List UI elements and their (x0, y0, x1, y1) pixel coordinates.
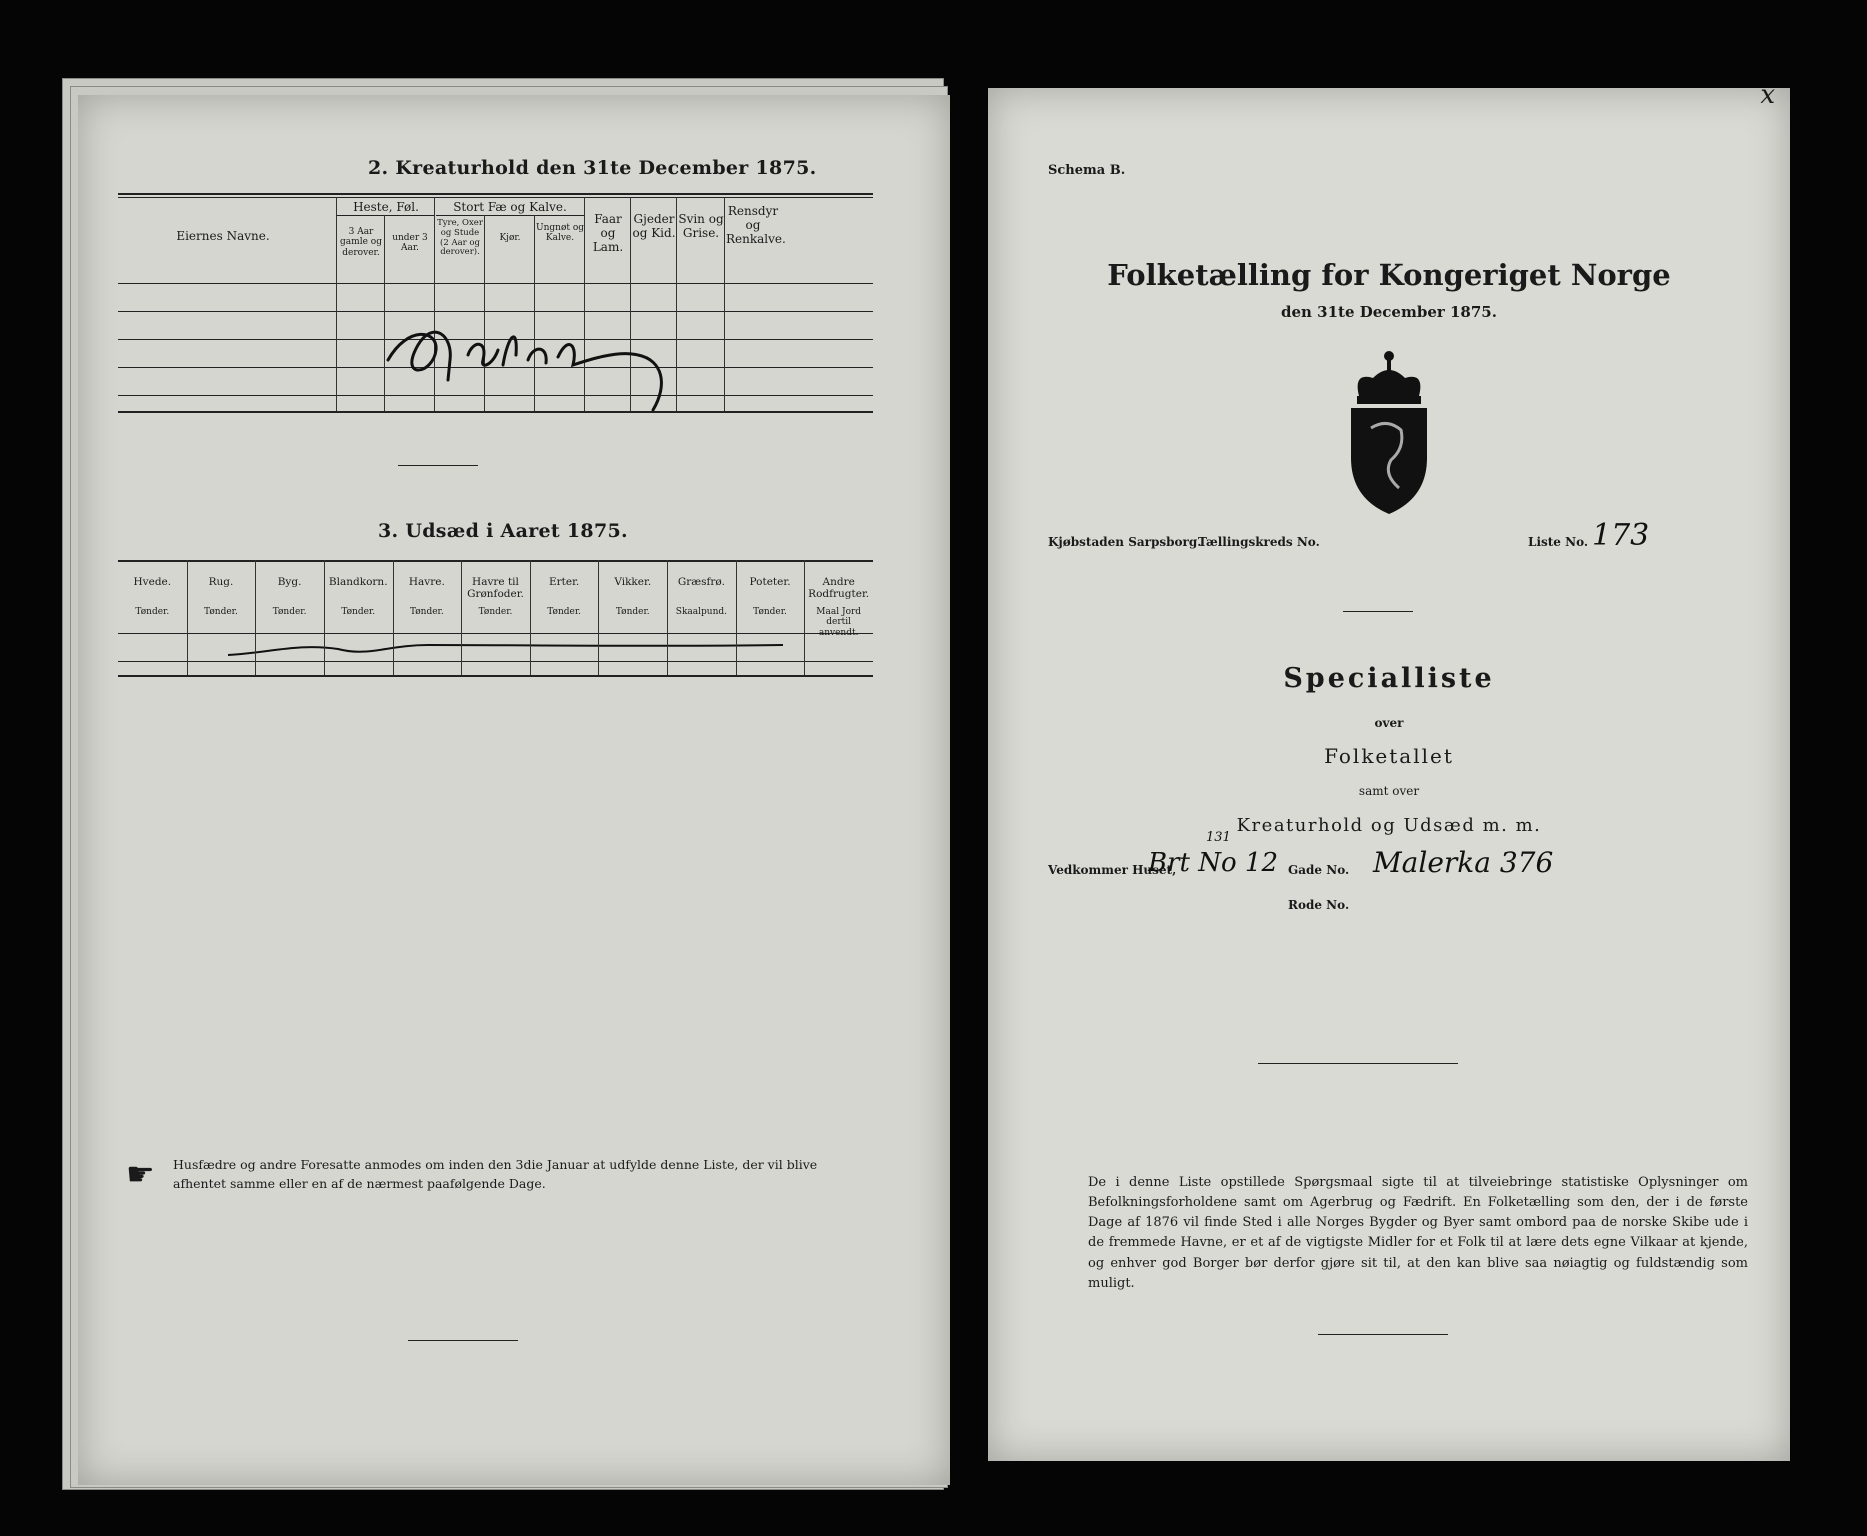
separator (1318, 1334, 1448, 1335)
separator (398, 465, 478, 466)
notice-text: Husfædre og andre Foresatte anmodes om inden den 3die Januar at udfylde denne Liste, der vil blive afhentet samme eller en af de nærmest paafølgende Dage. (173, 1157, 818, 1192)
section3-title: 3. Udsæd i Aaret 1875. (378, 520, 628, 542)
header-svin: Svin og Grise. (678, 212, 724, 240)
seed-column-name: Havre. (408, 576, 445, 588)
seed-column-name: Rug. (208, 576, 234, 588)
samt-over-text: samt over (1358, 784, 1420, 798)
seed-column-unit: Tønder. (615, 607, 650, 617)
table-rule (118, 193, 873, 195)
seed-column-name: Poteter. (749, 576, 791, 588)
coat-of-arms-icon (1343, 348, 1435, 518)
table-col-rule (336, 197, 337, 411)
table-rule (118, 560, 873, 562)
seed-column-unit: Tønder. (753, 607, 787, 617)
explanation-paragraph: De i denne Liste opstillede Spørgsmaal sigte til at tilveiebringe statistiske Oplysninger om Befolkningsforholdene samt om Agerbrug og Fædrift. En Folketælling som den, der i de første Dage af 1876 vil finde Sted i alle Norges Bygder og Byer samt ombord paa de norske Skibe ude i de fremmede Havne, er et af de vigtigste Midler for et Folk til at lære dets egne Vilkaar at kjende, og enhver god Borger bør derfor gjøre sit til, at den kan blive saa nøiagtig og fuldstændig som muligt. (1088, 1175, 1748, 1291)
seed-column-name: Hvede. (133, 576, 172, 588)
table-col-rule (393, 560, 394, 675)
table-col-rule (598, 560, 599, 675)
header-rensdyr: Rensdyr og Renkalve. (726, 204, 786, 246)
seed-column-name: Andre Rodfrugter. (808, 576, 870, 601)
seed-column-name: Havre til Grønfoder. (467, 576, 524, 601)
table-rule (118, 283, 873, 284)
handwritten-signature (378, 305, 708, 415)
table-col-rule (187, 560, 188, 675)
right-page (988, 88, 1790, 1461)
seed-column-name: Byg. (277, 576, 302, 588)
huset-superscript: 131 (1206, 830, 1231, 845)
seed-column-unit: Skaalpund. (675, 607, 727, 617)
main-title: Folketælling for Kongeriget Norge (1107, 258, 1671, 292)
table-col-rule (667, 560, 668, 675)
gade-label: Gade No. (1288, 863, 1350, 877)
kreatur-line: Kreaturhold og Udsæd m. m. (1236, 815, 1542, 836)
header-stort-b: Kjør. (499, 233, 521, 243)
liste-value: 173 (1592, 518, 1650, 553)
folketallet-text: Folketallet (1324, 744, 1454, 768)
seed-column-unit: Tønder. (409, 607, 444, 617)
separator (1343, 611, 1413, 612)
section2-title: 2. Kreaturhold den 31te December 1875. (368, 157, 817, 179)
header-heste: Heste, Føl. (353, 200, 419, 214)
table-col-rule (736, 560, 737, 675)
seed-column-name: Erter. (548, 576, 580, 588)
table-col-rule (804, 560, 805, 675)
rode-label: Rode No. (1288, 898, 1350, 912)
table-col-rule (724, 197, 725, 411)
left-page (78, 95, 950, 1485)
table-rule (118, 197, 873, 198)
header-stort-c: Ungnøt og Kalve. (536, 223, 585, 244)
schema-label: Schema B. (1048, 163, 1126, 178)
over-text: over (1374, 716, 1404, 730)
seed-column-name: Græsfrø. (677, 576, 725, 588)
huset-value: Brt No 12 (1148, 848, 1278, 878)
kjobstad-label: Kjøbstaden (1048, 535, 1124, 549)
header-heste-a: 3 Aar gamle og derover. (340, 227, 382, 258)
header-faar: Faar og Lam. (592, 212, 624, 254)
seed-column-unit: Tønder. (135, 607, 170, 617)
gade-value: Malerka 376 (1373, 846, 1554, 879)
table-rule (118, 633, 873, 634)
table-rule (118, 675, 873, 677)
handwritten-stroke (228, 635, 788, 665)
liste-label: Liste No. (1528, 535, 1589, 549)
table-col-rule (324, 560, 325, 675)
special-title: Specialliste (1283, 663, 1495, 694)
separator (1258, 1063, 1458, 1064)
seed-column-name: Blandkorn. (328, 576, 388, 588)
seed-column-name: Vikker. (614, 576, 652, 588)
seed-column-unit: Tønder. (547, 607, 582, 617)
table-col-rule (255, 560, 256, 675)
table-col-rule (461, 560, 462, 675)
seed-column-unit: Tønder. (478, 607, 513, 617)
header-stort: Stort Fæ og Kalve. (453, 200, 567, 214)
header-stort-a: Tyre, Oxer og Stude (2 Aar og derover). (437, 218, 483, 258)
seed-column-unit: Tønder. (341, 607, 376, 617)
kreds-label: Tællingskreds No. (1198, 535, 1320, 549)
table-rule (336, 215, 434, 216)
vedkommer-label: Vedkommer Huset, (1048, 863, 1177, 877)
header-owner: Eiernes Navne. (176, 229, 270, 243)
separator (408, 1340, 518, 1341)
corner-mark: x (1760, 88, 1775, 110)
seed-column-unit: Tønder. (272, 607, 307, 617)
header-gjeder: Gjeder og Kid. (632, 212, 676, 240)
seed-column-unit: Tønder. (204, 607, 238, 617)
pointing-hand-icon: ☛ (126, 1155, 155, 1193)
kjobstad-line (1048, 535, 1201, 549)
header-heste-b: under 3 Aar. (392, 233, 428, 254)
table-rule (436, 215, 584, 216)
kjobstad-value: Sarpsborg. (1128, 535, 1202, 549)
table-col-rule (530, 560, 531, 675)
seed-column-unit: Maal Jord dertil anvendt. (816, 607, 862, 638)
title-date: den 31te December 1875. (1281, 303, 1497, 321)
